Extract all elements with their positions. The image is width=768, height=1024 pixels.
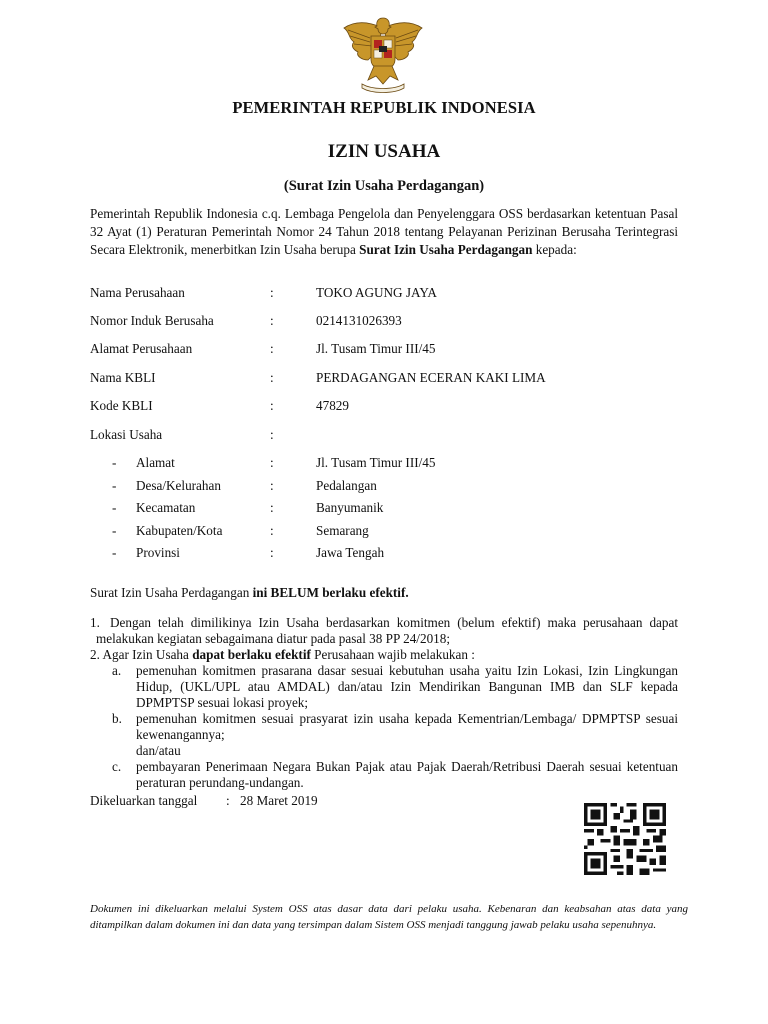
qr-code-icon (584, 803, 666, 875)
status-bold: ini BELUM berlaku efektif. (252, 585, 409, 600)
condition-sub-item-a (90, 663, 678, 711)
location-bullet: - (112, 545, 117, 560)
disclaimer-note: Dokumen ini dikeluarkan melalui System OSS atas dasar data dari pelaku usaha. Kebenaran dan keabsahan atas data yang ditampilkan dalam dokumen ini dan data yang tersimpan dalam Sistem OSS menjadi tanggung jawab pelaku usaha sepenuhnya. (90, 903, 688, 931)
status-prefix: Surat Izin Usaha Perdagangan (90, 585, 253, 600)
connector-text: dan/atau (136, 743, 181, 758)
sub-item-letter: c. (112, 759, 122, 774)
condition-item-1 (90, 615, 678, 647)
sub-item-text: pembayaran Penerimaan Negara Bukan Pajak atau Pajak Daerah/Retribusi Daerah sesuai ketentuan peraturan perundang-undangan. (136, 759, 678, 790)
location-item-city (90, 523, 690, 541)
condition-number: 1. (90, 615, 100, 630)
condition-1-text: Dengan telah dimilikinya Izin Usaha berdasarkan komitmen (belum efektif) maka perusahaan dapat melakukan kegiatan sebagaimana diatur pada pasal 38 PP 24/2018; (96, 615, 678, 646)
location-value: Pedalangan (316, 478, 377, 493)
location-item-district (90, 500, 690, 518)
field-value: PERDAGANGAN ECERAN KAKI LIMA (316, 370, 546, 385)
intro-text-end: kepada: (532, 242, 577, 257)
garuda-emblem-icon (340, 14, 426, 94)
government-title: PEMERINTAH REPUBLIK INDONESIA (232, 98, 536, 117)
field-kbli-code (90, 398, 690, 416)
condition-sub-item-b (90, 711, 678, 743)
condition-connector (90, 743, 678, 759)
field-value: 47829 (316, 398, 349, 413)
field-colon: : (270, 285, 274, 300)
location-bullet: - (112, 478, 117, 493)
sub-item-letter: b. (112, 711, 122, 726)
field-value: Jl. Tusam Timur III/45 (316, 341, 436, 356)
condition-2-prefix: Agar Izin Usaha (102, 647, 193, 662)
status-statement (90, 585, 409, 601)
field-business-id (90, 313, 690, 331)
field-label: Lokasi Usaha (90, 427, 163, 442)
condition-item-2 (90, 647, 678, 663)
intro-paragraph (90, 205, 678, 259)
field-colon: : (270, 341, 274, 356)
location-label: Kecamatan (136, 500, 196, 515)
issued-colon: : (226, 793, 230, 808)
location-value: Semarang (316, 523, 369, 538)
field-company-address (90, 341, 690, 359)
condition-2-bold: dapat berlaku efektif (192, 647, 311, 662)
location-bullet: - (112, 455, 117, 470)
location-label: Desa/Kelurahan (136, 478, 221, 493)
field-colon: : (270, 427, 274, 442)
field-label: Alamat Perusahaan (90, 341, 193, 356)
field-label: Nomor Induk Berusaha (90, 313, 214, 328)
location-label: Kabupaten/Kota (136, 523, 223, 538)
intro-text: Pemerintah Republik Indonesia c.q. Lembaga Pengelola dan Penyelenggara OSS berdasarkan ketentuan Pasal 32 Ayat (1) Peraturan Pemerintah Nomor 24 Tahun 2018 tentang Pelayanan Perizinan Berusaha Terintegrasi Secara Elektronik, menerbitkan Izin Usaha berupa (90, 206, 678, 257)
location-colon: : (270, 455, 274, 470)
conditions-list (90, 615, 678, 791)
condition-sub-item-c (90, 759, 678, 791)
issued-label: Dikeluarkan tanggal (90, 793, 198, 808)
field-label: Nama Perusahaan (90, 285, 185, 300)
field-kbli-name (90, 370, 690, 388)
intro-bold-text: Surat Izin Usaha Perdagangan (359, 242, 533, 257)
location-colon: : (270, 500, 274, 515)
issued-date: 28 Maret 2019 (240, 793, 318, 808)
condition-number: 2. (90, 647, 100, 662)
location-colon: : (270, 545, 274, 560)
field-colon: : (270, 370, 274, 385)
field-colon: : (270, 398, 274, 413)
location-label: Provinsi (136, 545, 180, 560)
sub-item-text: pemenuhan komitmen prasarana dasar sesuai kebutuhan usaha yaitu Izin Lokasi, Izin Lingkungan Hidup, (UKL/UPL atau AMDAL) dan/atau Izin Mendirikan Bangunan IMB dan SLF kepada DPMPTSP sesuai lokasi proyek; (136, 663, 678, 710)
field-colon: : (270, 313, 274, 328)
location-item-village (90, 478, 690, 496)
field-business-location (90, 427, 690, 445)
location-item-province (90, 545, 690, 563)
location-colon: : (270, 523, 274, 538)
sub-item-letter: a. (112, 663, 122, 678)
condition-text (90, 615, 678, 647)
location-item-address (90, 455, 690, 473)
location-bullet: - (112, 500, 117, 515)
location-label: Alamat (136, 455, 175, 470)
location-value: Jl. Tusam Timur III/45 (316, 455, 436, 470)
field-value: TOKO AGUNG JAYA (316, 285, 437, 300)
condition-2-suffix: Perusahaan wajib melakukan : (310, 647, 475, 662)
location-colon: : (270, 478, 274, 493)
location-value: Jawa Tengah (316, 545, 385, 560)
field-company-name (90, 285, 690, 303)
document-title: IZIN USAHA (327, 141, 441, 162)
document-subtitle: (Surat Izin Usaha Perdagangan) (283, 178, 485, 194)
issued-date-line (90, 793, 318, 809)
field-label: Kode KBLI (90, 398, 153, 413)
location-value: Banyumanik (316, 500, 384, 515)
location-bullet: - (112, 523, 117, 538)
field-value: 0214131026393 (316, 313, 402, 328)
field-label: Nama KBLI (90, 370, 156, 385)
sub-item-text: pemenuhan komitmen sesuai prasyarat izin usaha kepada Kementrian/Lembaga/ DPMPTSP sesuai kewenangannya; (136, 711, 678, 742)
